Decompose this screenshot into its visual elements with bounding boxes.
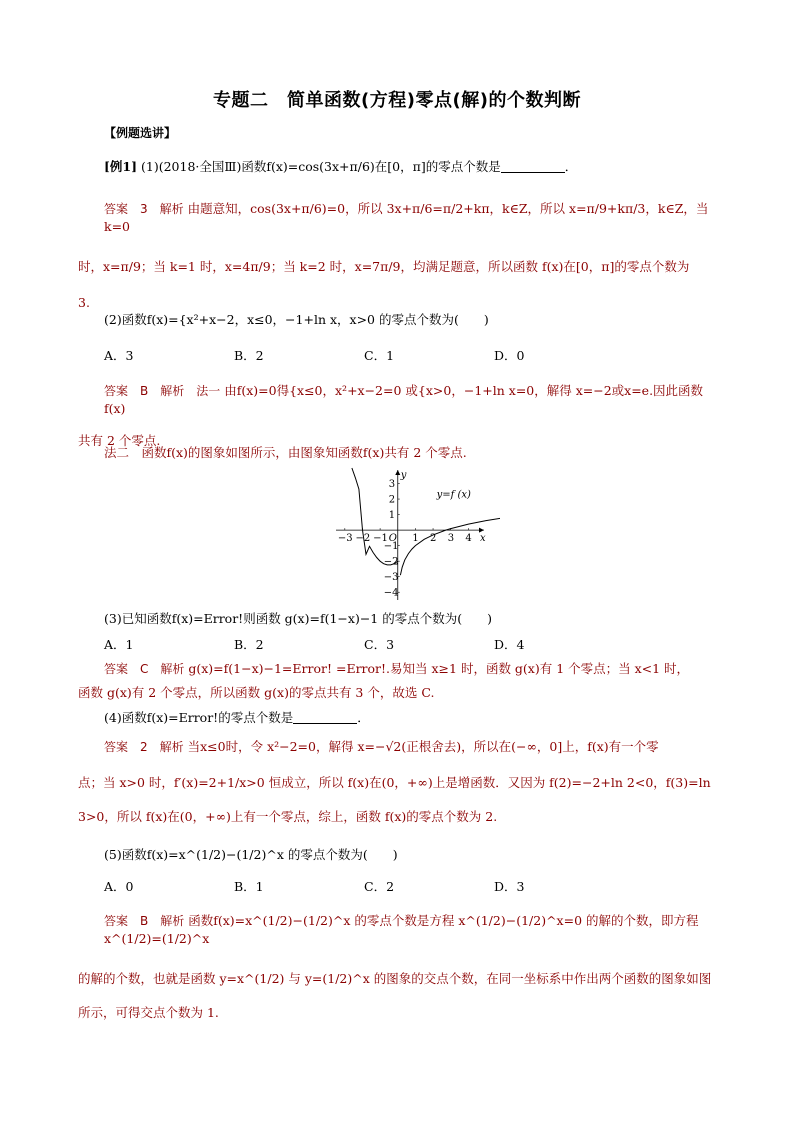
y-tick-label: −4 [383,587,399,599]
x-tick-label: −3 [337,533,353,545]
answer-blank [501,160,565,173]
x-tick-label: 3 [447,533,455,545]
question-2: (2)函数f(x)={x²+x−2，x≤0，−1+ln x，x>0 的零点个数为( ) [104,312,489,327]
option-a: A．1 [104,637,134,652]
answer-3-line1: g(x)=f(1−x)−1=Error! =Error!.易知当 x≥1 时，函数 g(x)有 1 个零点；当 x<1 时， [188,661,690,676]
y-tick-label: 3 [388,479,396,491]
question-3: (3)已知函数f(x)=Error!则函数 g(x)=f(1−x)−1 的零点个数为( ) [104,611,492,626]
x-tick-label: 1 [412,533,419,545]
question-5: (5)函数f(x)=x^(1/2)−(1/2)^x 的零点个数为( ) [104,847,398,862]
x-tick-label: −1 [373,533,388,545]
answer-5-label: 答案 B 解析 [104,914,185,928]
question-2-options [104,346,624,364]
x-axis-arrow [479,528,484,533]
curve-2 [400,515,500,575]
answer-5 [78,912,718,1022]
option-b: B．2 [234,348,264,363]
y-tick-label: −1 [383,541,399,553]
answer-blank [293,711,357,724]
answer-2 [78,382,718,450]
option-b: B．1 [234,879,264,894]
section-heading: 【例题选讲】 [104,126,177,140]
answer-1 [78,200,718,312]
page-title: 专题二 简单函数(方程)零点(解)的个数判断 [213,90,581,111]
x-tick-label: −2 [355,533,371,545]
option-c: C．1 [364,348,395,363]
answer-1-line2: 时，x=π/9；当 k=1 时，x=4π/9；当 k=2 时，x=7π/9，均满足题意，所以函数 f(x)在[0，π]的零点个数为 [78,259,690,274]
answer-4 [78,738,718,826]
origin-label: O [388,533,397,545]
answer-1-line1: 由题意知，cos(3x+π/6)=0，所以 3x+π/6=π/2+kπ，k∈Z，所以 x=π/9+kπ/3，k∈Z，当 k=0 [104,201,709,234]
y-tick-label: −3 [383,572,399,584]
y-tick-label: 1 [388,510,396,522]
answer-5-line3: 所示，可得交点个数为 1. [78,1005,219,1020]
x-axis-label: x [480,533,486,545]
answer-1-line3: 3. [78,295,90,310]
answer-2-line2: 共有 2 个零点. [78,433,161,448]
question-1-text: (1)(2018·全国Ⅲ)函数f(x)=cos(3x+π/6)在[0，π]的零点个数是 [141,159,501,174]
answer-3-line2: 函数 g(x)有 2 个零点，所以函数 g(x)的零点共有 3 个，故选 C. [78,685,435,700]
option-d: D．0 [494,348,525,363]
curve-label: y=f (x) [436,489,471,501]
question-1: [例1] (1)(2018·全国Ⅲ)函数f(x)=cos(3x+π/6)在[0，π]的零点个数是 ． [104,159,578,174]
answer-4-line2: 点；当 x>0 时，f′(x)=2+1/x>0 恒成立，所以 f(x)在(0，+∞)上是增函数．又因为 f(2)=−2+ln 2<0，f(3)=ln [78,775,711,790]
question-4: (4)函数f(x)=Error!的零点个数是 ． [104,710,370,725]
answer-3 [78,660,718,702]
answer-2-line1: 由f(x)=0得{x≤0，x²+x−2=0 或{x>0，−1+ln x=0，解得 x=−2或x=e.因此函数f(x) [104,383,704,416]
answer-5-line1: 函数f(x)=x^(1/2)−(1/2)^x 的零点个数是方程 x^(1/2)−(1/2)^x=0 的解的个数，即方程 x^(1/2)=(1/2)^x [104,913,699,946]
answer-4-line1: 当x≤0时，令 x²−2=0，解得 x=−√2(正根舍去)，所以在(−∞，0]上，f(x)有一个零 [187,739,659,754]
option-c: C．2 [364,879,395,894]
question-3-options [104,635,624,653]
x-tick-label: 2 [430,533,437,545]
answer-5-line2: 的解的个数，也就是函数 y=x^(1/2) 与 y=(1/2)^x 的图象的交点个数，在同一坐标系中作出两个函数的图象如图 [78,971,712,986]
option-a: A．3 [104,348,134,363]
question-4-text: (4)函数f(x)=Error!的零点个数是 [104,710,294,725]
question-5-options [104,877,624,895]
answer-1-label: 答案 3 解析 [104,202,184,216]
x-tick-label: 4 [465,533,472,545]
option-d: D．4 [494,637,525,652]
answer-2-label: 答案 B 解析 法一 [104,384,221,398]
option-b: B．2 [234,637,264,652]
function-graph [330,462,500,604]
answer-2-method2: 法二 函数f(x)的图象如图所示，由图象知函数f(x)共有 2 个零点. [104,445,467,460]
answer-4-label: 答案 2 解析 [104,740,184,754]
y-tick-label: −2 [383,556,399,568]
y-axis-label: y [400,470,407,481]
answer-3-label: 答案 C 解析 [104,662,185,676]
option-a: A．0 [104,879,134,894]
example-label: [例1] [104,159,138,174]
option-c: C．3 [364,637,395,652]
y-axis-arrow [395,470,400,475]
option-d: D．3 [494,879,525,894]
answer-4-line3: 3>0，所以 f(x)在(0，+∞)上有一个零点，综上，函数 f(x)的零点个数为 2. [78,809,498,824]
y-tick-label: 2 [388,494,396,506]
